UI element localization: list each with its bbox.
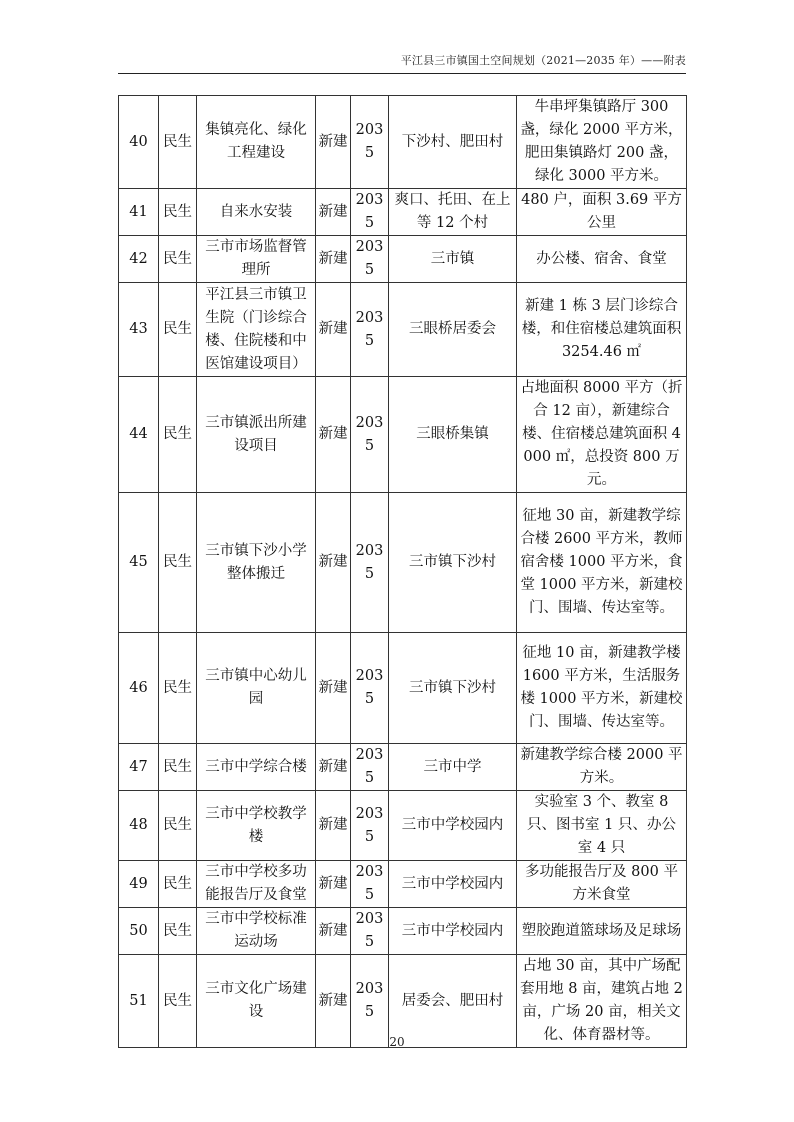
construction-status: 新建 xyxy=(316,493,351,633)
project-location: 三市中学 xyxy=(389,744,517,791)
project-type: 民生 xyxy=(159,791,197,861)
table-row xyxy=(119,283,687,377)
table-row xyxy=(119,908,687,955)
header-rule xyxy=(118,73,686,74)
project-location: 三市中学校园内 xyxy=(389,791,517,861)
target-year: 2035 xyxy=(351,236,389,283)
project-content: 占地面积 8000 平方（折合 12 亩），新建综合楼、住宿楼总建筑面积 4000 ㎡，总投资 800 万元。 xyxy=(517,377,687,493)
project-location: 爽口、托田、在上等 12 个村 xyxy=(389,189,517,236)
table-row xyxy=(119,189,687,236)
row-number: 46 xyxy=(119,633,159,744)
target-year: 2035 xyxy=(351,955,389,1048)
table-row xyxy=(119,791,687,861)
project-name: 三市镇派出所建设项目 xyxy=(197,377,316,493)
project-location: 居委会、肥田村 xyxy=(389,955,517,1048)
table-row xyxy=(119,744,687,791)
project-type: 民生 xyxy=(159,236,197,283)
project-name: 三市中学综合楼 xyxy=(197,744,316,791)
running-header: 平江县三市镇国土空间规划（2021—2035 年）——附表 xyxy=(400,54,686,67)
construction-status: 新建 xyxy=(316,908,351,955)
target-year: 2035 xyxy=(351,861,389,908)
project-location: 三市中学校园内 xyxy=(389,908,517,955)
project-name: 集镇亮化、绿化工程建设 xyxy=(197,96,316,189)
project-location: 三市镇下沙村 xyxy=(389,493,517,633)
target-year: 2035 xyxy=(351,283,389,377)
project-content: 多功能报告厅及 800 平方米食堂 xyxy=(517,861,687,908)
project-type: 民生 xyxy=(159,493,197,633)
project-name: 三市市场监督管理所 xyxy=(197,236,316,283)
row-number: 51 xyxy=(119,955,159,1048)
project-location: 三市镇下沙村 xyxy=(389,633,517,744)
project-content: 征地 30 亩，新建教学综合楼 2600 平方米，教师宿舍楼 1000 平方米，食堂 1000 平方米，新建校门、围墙、传达室等。 xyxy=(517,493,687,633)
project-name: 三市镇下沙小学整体搬迁 xyxy=(197,493,316,633)
construction-status: 新建 xyxy=(316,236,351,283)
project-type: 民生 xyxy=(159,96,197,189)
project-type: 民生 xyxy=(159,744,197,791)
target-year: 2035 xyxy=(351,493,389,633)
project-content: 新建教学综合楼 2000 平方米。 xyxy=(517,744,687,791)
table-row xyxy=(119,633,687,744)
page-number: 20 xyxy=(389,1035,405,1049)
construction-status: 新建 xyxy=(316,633,351,744)
table-row xyxy=(119,861,687,908)
project-content: 新建 1 栋 3 层门诊综合楼，和住宿楼总建筑面积 3254.46 ㎡ xyxy=(517,283,687,377)
construction-status: 新建 xyxy=(316,861,351,908)
project-content: 实验室 3 个、教室 8 只、图书室 1 只、办公室 4 只 xyxy=(517,791,687,861)
row-number: 47 xyxy=(119,744,159,791)
target-year: 2035 xyxy=(351,377,389,493)
table-row xyxy=(119,236,687,283)
project-name: 三市镇中心幼儿园 xyxy=(197,633,316,744)
project-table xyxy=(118,95,687,1048)
construction-status: 新建 xyxy=(316,955,351,1048)
row-number: 43 xyxy=(119,283,159,377)
project-content: 480 户，面积 3.69 平方公里 xyxy=(517,189,687,236)
project-type: 民生 xyxy=(159,861,197,908)
project-location: 三眼桥集镇 xyxy=(389,377,517,493)
project-type: 民生 xyxy=(159,908,197,955)
construction-status: 新建 xyxy=(316,96,351,189)
table-row xyxy=(119,96,687,189)
row-number: 50 xyxy=(119,908,159,955)
construction-status: 新建 xyxy=(316,791,351,861)
row-number: 42 xyxy=(119,236,159,283)
project-type: 民生 xyxy=(159,189,197,236)
project-type: 民生 xyxy=(159,955,197,1048)
target-year: 2035 xyxy=(351,908,389,955)
target-year: 2035 xyxy=(351,633,389,744)
project-location: 三市镇 xyxy=(389,236,517,283)
project-name: 三市中学校标准运动场 xyxy=(197,908,316,955)
table-row xyxy=(119,493,687,633)
table-row xyxy=(119,955,687,1048)
row-number: 41 xyxy=(119,189,159,236)
row-number: 49 xyxy=(119,861,159,908)
construction-status: 新建 xyxy=(316,283,351,377)
project-name: 三市中学校教学楼 xyxy=(197,791,316,861)
project-content: 牛串坪集镇路厅 300 盏，绿化 2000 平方米，肥田集镇路灯 200 盏，绿化 3000 平方米。 xyxy=(517,96,687,189)
target-year: 2035 xyxy=(351,189,389,236)
row-number: 45 xyxy=(119,493,159,633)
project-content: 办公楼、宿舍、食堂 xyxy=(517,236,687,283)
row-number: 40 xyxy=(119,96,159,189)
target-year: 2035 xyxy=(351,744,389,791)
project-content: 塑胶跑道篮球场及足球场 xyxy=(517,908,687,955)
project-name: 平江县三市镇卫生院（门诊综合楼、住院楼和中医馆建设项目） xyxy=(197,283,316,377)
project-name: 自来水安装 xyxy=(197,189,316,236)
project-name: 三市文化广场建设 xyxy=(197,955,316,1048)
project-type: 民生 xyxy=(159,377,197,493)
project-location: 三市中学校园内 xyxy=(389,861,517,908)
project-content: 占地 30 亩，其中广场配套用地 8 亩，建筑占地 2 亩，广场 20 亩，相关文化、体育器材等。 xyxy=(517,955,687,1048)
project-content: 征地 10 亩，新建教学楼 1600 平方米，生活服务楼 1000 平方米，新建校门、围墙、传达室等。 xyxy=(517,633,687,744)
construction-status: 新建 xyxy=(316,744,351,791)
project-location: 三眼桥居委会 xyxy=(389,283,517,377)
table-row xyxy=(119,377,687,493)
project-name: 三市中学校多功能报告厅及食堂 xyxy=(197,861,316,908)
project-location: 下沙村、肥田村 xyxy=(389,96,517,189)
construction-status: 新建 xyxy=(316,377,351,493)
construction-status: 新建 xyxy=(316,189,351,236)
project-type: 民生 xyxy=(159,283,197,377)
project-type: 民生 xyxy=(159,633,197,744)
target-year: 2035 xyxy=(351,791,389,861)
target-year: 2035 xyxy=(351,96,389,189)
row-number: 48 xyxy=(119,791,159,861)
row-number: 44 xyxy=(119,377,159,493)
